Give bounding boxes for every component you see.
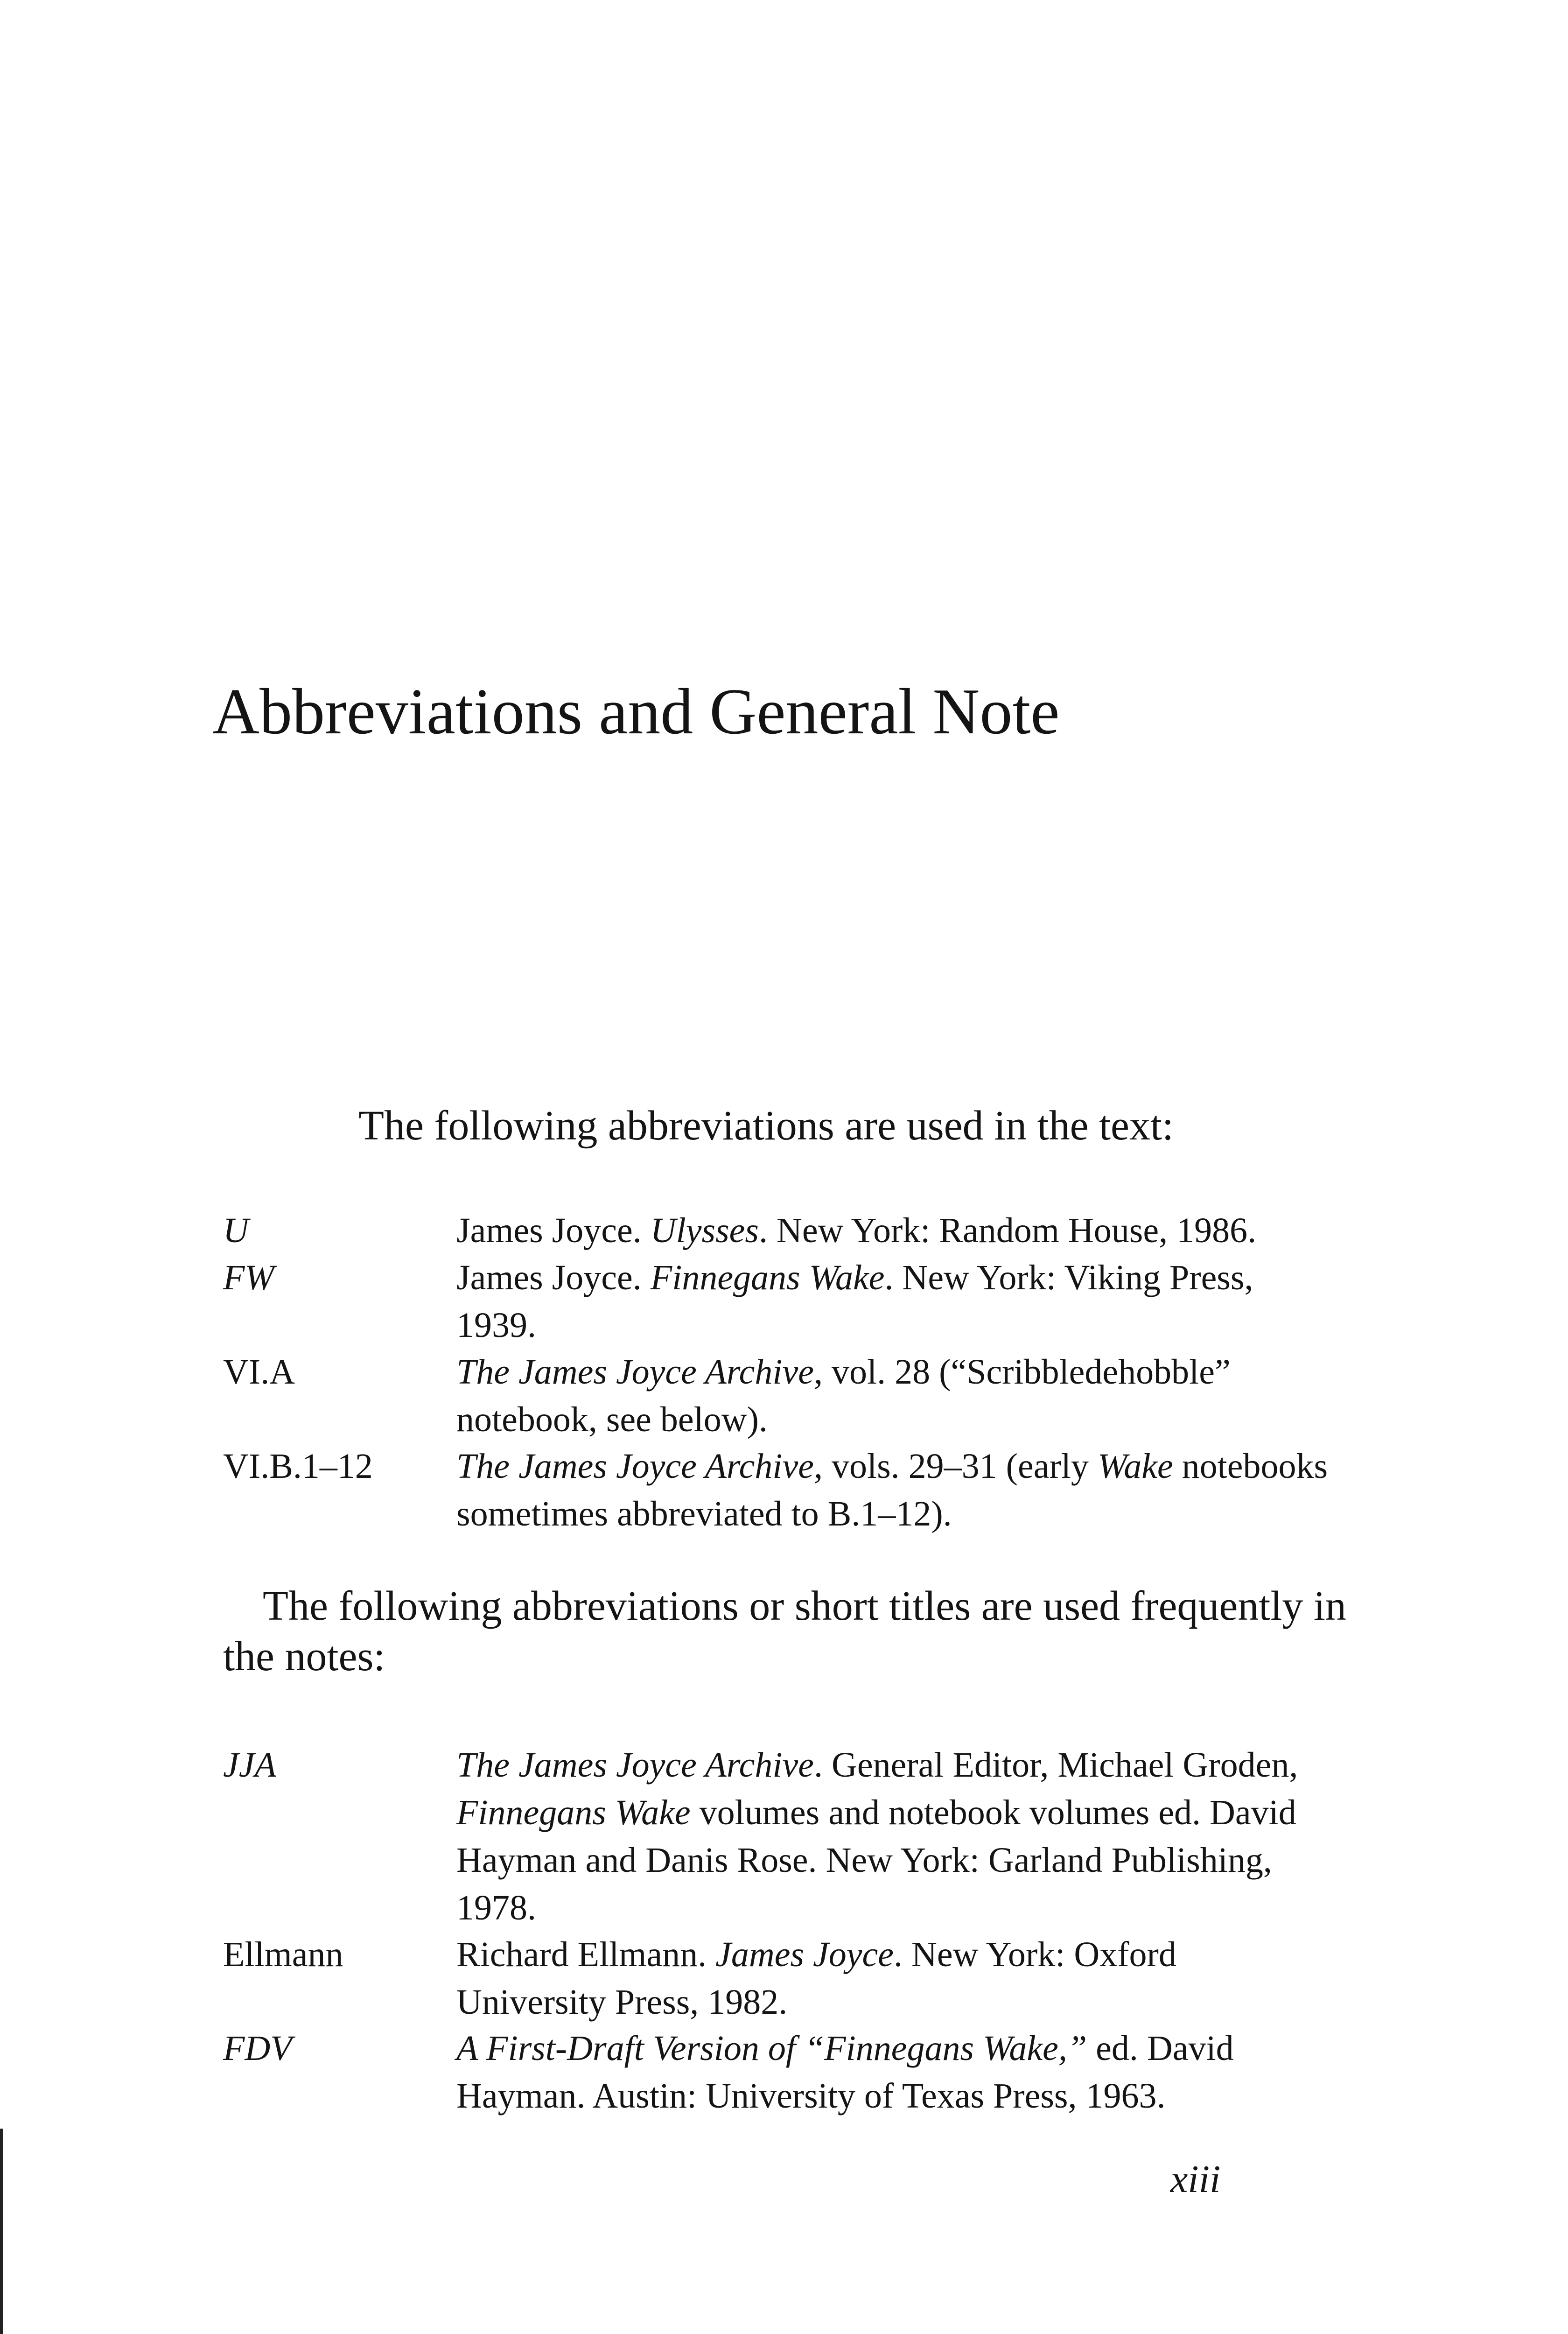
- definition-text: . New York: Random House, 1986.: [758, 1211, 1257, 1250]
- definition-text: . New York: Viking Press, 1939.: [456, 1258, 1253, 1345]
- abbreviation-definition: [456, 1207, 1334, 1254]
- abbreviation-definition: [456, 1931, 1334, 2026]
- italic-title: Finnegans Wake: [456, 1793, 691, 1832]
- definition-text: notebooks sometimes abbreviated to B.1–12).: [456, 1447, 1328, 1533]
- definition-text: , vols. 29–31 (early: [813, 1447, 1098, 1486]
- text-abbreviations-intro: The following abbreviations are used in the text:: [358, 1103, 1174, 1149]
- italic-title: The James Joyce Archive: [456, 1352, 814, 1392]
- scan-edge-line: [0, 2129, 3, 2334]
- abbreviation-term: Ellmann: [223, 1935, 343, 1974]
- abbreviation-definition: [456, 1442, 1334, 1538]
- italic-title: A First-Draft Version of “Finnegans Wake,”: [456, 2029, 1087, 2068]
- abbreviation-definition: [456, 1348, 1334, 1443]
- italic-title: Wake: [1097, 1447, 1173, 1486]
- italic-title: The James Joyce Archive: [456, 1447, 814, 1486]
- abbreviation-term: VI.B.1–12: [223, 1447, 373, 1486]
- chapter-title: Abbreviations and General Note: [212, 675, 1060, 748]
- abbreviation-term: U: [223, 1211, 249, 1250]
- definition-text: , vol. 28 (“Scribbledehobble” notebook, see below).: [456, 1352, 1231, 1439]
- italic-title: The James Joyce Archive: [456, 1745, 814, 1785]
- definition-text: James Joyce.: [456, 1258, 651, 1297]
- definition-text: ed. David Hayman. Austin: University of Texas Press, 1963.: [456, 2029, 1234, 2116]
- italic-title: Ulysses: [650, 1211, 759, 1250]
- abbreviation-term: VI.A: [223, 1352, 295, 1392]
- abbreviation-term: JJA: [223, 1745, 276, 1785]
- page-number: xiii: [1170, 2158, 1221, 2201]
- definition-text: James Joyce.: [456, 1211, 651, 1250]
- definition-text: Richard Ellmann.: [456, 1935, 716, 1974]
- italic-title: James Joyce: [715, 1935, 894, 1974]
- abbreviation-definition: [456, 2025, 1334, 2120]
- definition-text: volumes and notebook volumes ed. David Hayman and Danis Rose. New York: Garland Publishing, 1978.: [456, 1793, 1296, 1927]
- abbreviation-definition: [456, 1741, 1334, 1932]
- note-abbreviations-intro: The following abbreviations or short titles are used frequently in the notes:: [223, 1583, 1346, 1680]
- abbreviation-term: FDV: [223, 2029, 292, 2068]
- italic-title: Finnegans Wake: [650, 1258, 885, 1297]
- abbreviation-definition: [456, 1254, 1334, 1349]
- abbreviation-term: FW: [223, 1258, 274, 1297]
- definition-text: . General Editor, Michael Groden,: [813, 1745, 1298, 1785]
- definition-text: . New York: Oxford University Press, 1982.: [456, 1935, 1176, 2022]
